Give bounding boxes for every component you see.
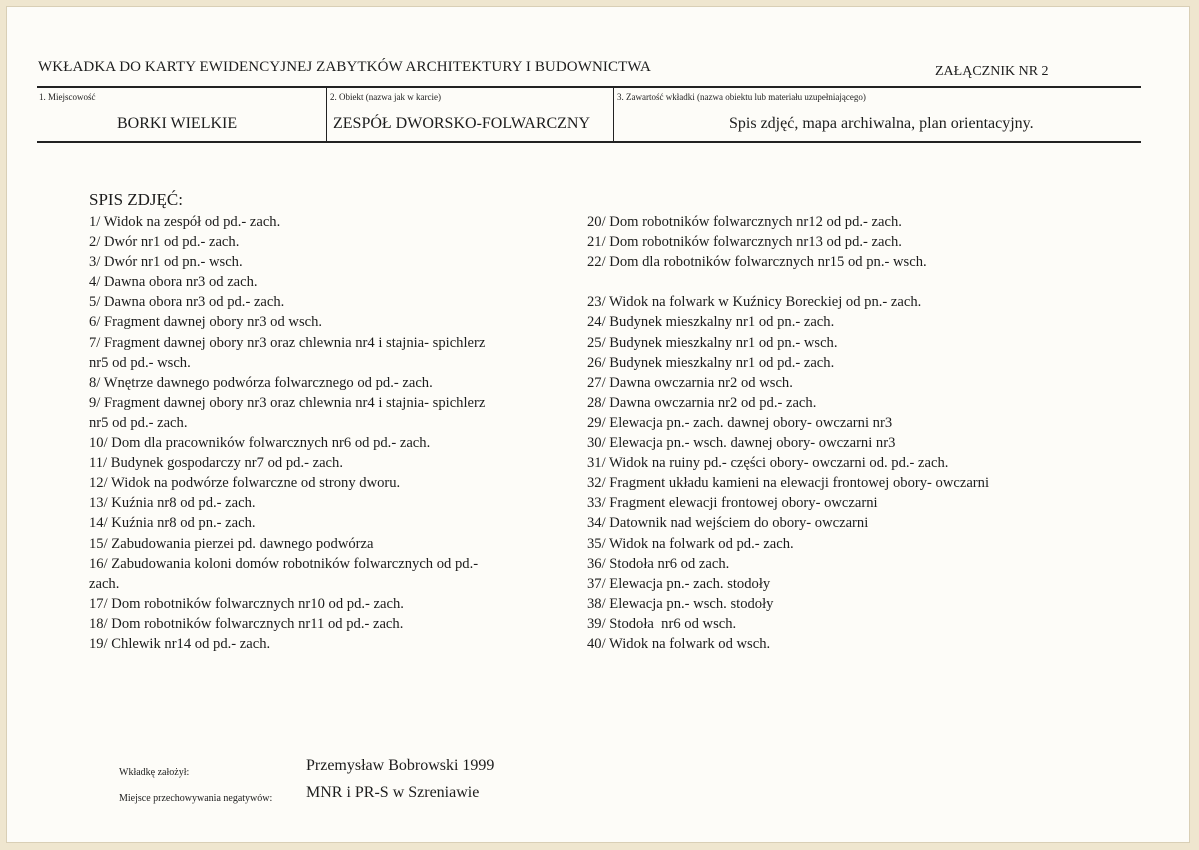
attachment-number: ZAŁĄCZNIK NR 2 [935, 64, 1049, 79]
locality-value: BORKI WIELKIE [117, 115, 238, 132]
author-label: Wkładkę założył: [119, 767, 190, 778]
photo-list-item: 20/ Dom robotników folwarcznych nr12 od pd.- zach. [587, 214, 902, 230]
photo-list-item: 6/ Fragment dawnej obory nr3 od wsch. [89, 314, 323, 331]
photo-list-item: 31/ Widok na ruiny pd.- części obory- owczarni od. pd.- zach. [587, 455, 949, 472]
photo-list-item: 24/ Budynek mieszkalny nr1 od pn.- zach. [587, 314, 835, 331]
photo-list-item: 39/ Stodoła nr6 od wsch. [587, 615, 737, 632]
field-divider-2 [613, 88, 614, 142]
photo-list-item: 8/ Wnętrze dawnego podwórza folwarcznego od pd.- zach. [89, 374, 433, 391]
content-label: 3. Zawartość wkładki (nazwa obiektu lub materiału uzupełniającego) [617, 92, 866, 102]
photo-list-item: 21/ Dom robotników folwarcznych nr13 od pd.- zach. [587, 234, 902, 251]
photo-list-item: 7/ Fragment dawnej obory nr3 oraz chlewnia nr4 i stajnia- spichlerz [89, 334, 486, 351]
photo-list-item: 28/ Dawna owczarnia nr2 od pd.- zach. [587, 394, 817, 411]
photo-list-item: 1/ Widok na zespół od pd.- zach. [89, 214, 281, 230]
photo-list-item: 36/ Stodoła nr6 od zach. [587, 555, 730, 572]
photo-list-item: 17/ Dom robotników folwarcznych nr10 od pd.- zach. [89, 595, 404, 612]
photo-list-item: nr5 od pd.- wsch. [89, 354, 191, 371]
photo-list-item: 16/ Zabudowania koloni domów robotników folwarcznych od pd.- [89, 555, 479, 572]
bottom-divider [37, 141, 1141, 143]
locality-label: 1. Miejscowość [39, 92, 96, 102]
photo-list-right-group-1 [587, 212, 1107, 272]
photo-list-item: 30/ Elewacja pn.- wsch. dawnej obory- owczarni nr3 [587, 435, 896, 452]
photo-list-title: SPIS ZDJĘĆ: [89, 190, 183, 209]
author-value: Przemysław Bobrowski 1999 [306, 757, 495, 774]
photo-list-item: 2/ Dwór nr1 od pd.- zach. [89, 234, 240, 251]
photo-list-item: 9/ Fragment dawnej obory nr3 oraz chlewnia nr4 i stajnia- spichlerz [89, 394, 486, 411]
photo-list-item: 38/ Elewacja pn.- wsch. stodoły [587, 595, 774, 612]
photo-list-item: 25/ Budynek mieszkalny nr1 od pn.- wsch. [587, 334, 838, 351]
photo-list-item: 35/ Widok na folwark od pd.- zach. [587, 535, 794, 552]
photo-list-right [587, 212, 1107, 654]
photo-list-item: 5/ Dawna obora nr3 od pd.- zach. [89, 294, 285, 311]
photo-list-item: 23/ Widok na folwark w Kuźnicy Boreckiej od pn.- zach. [587, 294, 922, 311]
record-card [6, 6, 1190, 843]
content-value: Spis zdjęć, mapa archiwalna, plan orientacyjny. [729, 115, 1034, 132]
photo-list-item: 33/ Fragment elewacji frontowej obory- owczarni [587, 495, 878, 512]
photo-list-item: 34/ Datownik nad wejściem do obory- owczarni [587, 515, 869, 532]
photo-list-item: 40/ Widok na folwark od wsch. [587, 635, 771, 652]
group-spacer [587, 272, 1107, 292]
photo-list-item: 22/ Dom dla robotników folwarcznych nr15 od pn.- wsch. [587, 254, 927, 271]
photo-list-item: 29/ Elewacja pn.- zach. dawnej obory- owczarni nr3 [587, 414, 893, 431]
photo-list-item: 13/ Kuźnia nr8 od pd.- zach. [89, 495, 256, 512]
photo-list-item: 32/ Fragment układu kamieni na elewacji frontowej obory- owczarni [587, 475, 990, 492]
photo-list-item: 19/ Chlewik nr14 od pd.- zach. [89, 635, 271, 652]
photo-list-item: 26/ Budynek mieszkalny nr1 od pd.- zach. [587, 354, 835, 371]
photo-list-item: 18/ Dom robotników folwarcznych nr11 od pd.- zach. [89, 615, 404, 632]
object-value: ZESPÓŁ DWORSKO-FOLWARCZNY [333, 115, 591, 132]
photo-list-item: 37/ Elewacja pn.- zach. stodoły [587, 575, 771, 592]
photo-list-item: 4/ Dawna obora nr3 od zach. [89, 274, 258, 291]
photo-list-item: 3/ Dwór nr1 od pn.- wsch. [89, 254, 243, 271]
photo-list-item: 11/ Budynek gospodarczy nr7 od pd.- zach. [89, 455, 343, 472]
storage-label: Miejsce przechowywania negatywów: [119, 793, 273, 804]
photo-list-item: 14/ Kuźnia nr8 od pn.- zach. [89, 515, 256, 532]
photo-list-item: 27/ Dawna owczarnia nr2 od wsch. [587, 374, 793, 391]
field-divider-1 [326, 88, 327, 142]
photo-list-item: nr5 od pd.- zach. [89, 414, 188, 431]
photo-list-item: 10/ Dom dla pracowników folwarcznych nr6 od pd.- zach. [89, 435, 431, 452]
document-title: WKŁADKA DO KARTY EWIDENCYJNEJ ZABYTKÓW ARCHITEKTURY I BUDOWNICTWA [38, 59, 651, 75]
storage-value: MNR i PR-S w Szreniawie [306, 784, 480, 801]
top-divider [37, 86, 1141, 88]
photo-list-item: zach. [89, 575, 120, 592]
photo-list-item: 12/ Widok na podwórze folwarczne od strony dworu. [89, 475, 401, 492]
object-label: 2. Obiekt (nazwa jak w karcie) [330, 92, 441, 102]
photo-list-item: 15/ Zabudowania pierzei pd. dawnego podwórza [89, 535, 374, 552]
photo-list-right-group-2 [587, 292, 1107, 654]
photo-list-left [89, 212, 579, 654]
